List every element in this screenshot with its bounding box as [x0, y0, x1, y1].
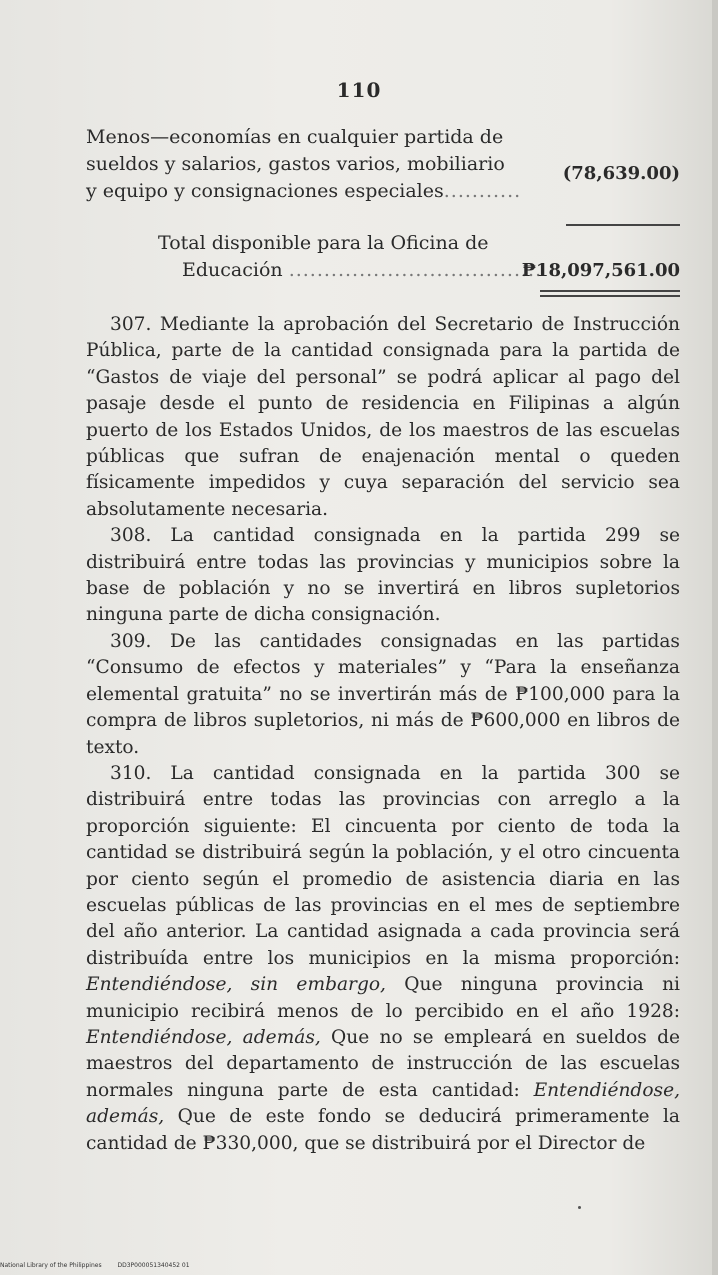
paragraph-310	[86, 761, 680, 1157]
paragraph-number: 310.	[110, 762, 152, 784]
deductions-amount: (78,639.00)	[562, 163, 680, 184]
paragraph-text: La cantidad consignada en la partida 300 se distribuirá entre todas las provincias con arreglo a la proporción siguiente: El cincuenta por ciento de toda la cantidad se distribuirá según la población, y el otro cincuenta por ciento según el promedio de asistencia diaria en las escuelas públicas de las provincias en el mes de septiembre del año anterior. La cantidad asignada a cada provincia será distribuída entre los municipios en la misma proporción:	[86, 762, 680, 969]
proviso-italic: Entendiéndose, además,	[86, 1079, 680, 1128]
paragraph-text: De las cantidades consignadas en las partidas “Consumo de efectos y materiales” y “Para la enseñanza elemental gratuita” no se invertirán más de ₱100,000 para la compra de libros supletorios, ni más de ₱600,000 en libros de texto.	[86, 630, 680, 758]
paragraph-text: Que no se empleará en sueldos de maestros del departamento de instrucción de las escuelas normales ninguna parte de esta cantidad:	[86, 1026, 680, 1101]
paragraph-number: 307.	[110, 314, 152, 335]
paragraph-308	[86, 523, 680, 629]
page-edge	[712, 0, 718, 1275]
deductions-line-text: y equipo y consignaciones especiales	[86, 180, 444, 202]
paragraph-text: Que de este fondo se deducirá primeramente la cantidad de ₱330,000, que se distribuirá por el Director de	[86, 1106, 680, 1154]
paragraph-309	[86, 629, 680, 761]
paragraph-text: Que ninguna provincia ni municipio recibirá menos de lo percibido en el año 1928:	[86, 974, 680, 1022]
scan-footer	[0, 1262, 204, 1269]
paragraph-307	[86, 312, 680, 523]
ink-speck	[578, 1206, 581, 1209]
footer-library: National Library of the Philippines	[0, 1262, 102, 1269]
deductions-line: sueldos y salarios, gastos varios, mobiliario	[86, 153, 505, 175]
deductions-line: Menos—economías en cualquier partida de	[86, 126, 504, 148]
paragraph-number: 309.	[110, 630, 152, 652]
deductions-entry	[86, 124, 680, 205]
proviso-italic: Entendiéndose, sin embargo,	[86, 974, 386, 996]
paragraph-text: La cantidad consignada en la partida 299 se distribuirá entre todas las provincias y municipios sobre la base de población y no se invertirá en libros supletorios ninguna parte de dicha consignación.	[86, 525, 680, 626]
leader-dots: ....................................	[288, 259, 543, 281]
document-body	[86, 312, 680, 1157]
total-amount: ₱18,097,561.00	[521, 260, 680, 281]
total-label-line2	[86, 257, 680, 284]
total-label: Total disponible para la Oficina de	[158, 232, 489, 254]
page-number: 110	[336, 78, 382, 102]
paragraph-number: 308.	[110, 525, 152, 547]
amount-rule	[566, 224, 680, 226]
double-rule-top	[540, 290, 680, 292]
proviso-italic: Entendiéndose, además,	[86, 1026, 321, 1048]
leader-dots: ...........	[443, 180, 522, 202]
paragraph-text: Mediante la aprobación del Secretario de Instrucción Pública, parte de la cantidad consignada para la partida de “Gastos de viaje del personal” se podrá aplicar al pago del pasaje desde el punto de residencia en Filipinas a algún puerto de los Estados Unidos, de los maestros de las escuelas públicas que sufran de enajenación mental o queden físicamente impedidos y cuya separación del servicio sea absolutamente necesaria.	[86, 314, 680, 520]
total-entry	[86, 230, 680, 284]
footer-code: DD3P000051340452 01	[117, 1262, 190, 1269]
double-rule-bottom	[540, 295, 680, 297]
total-label-text: Educación	[182, 259, 283, 281]
